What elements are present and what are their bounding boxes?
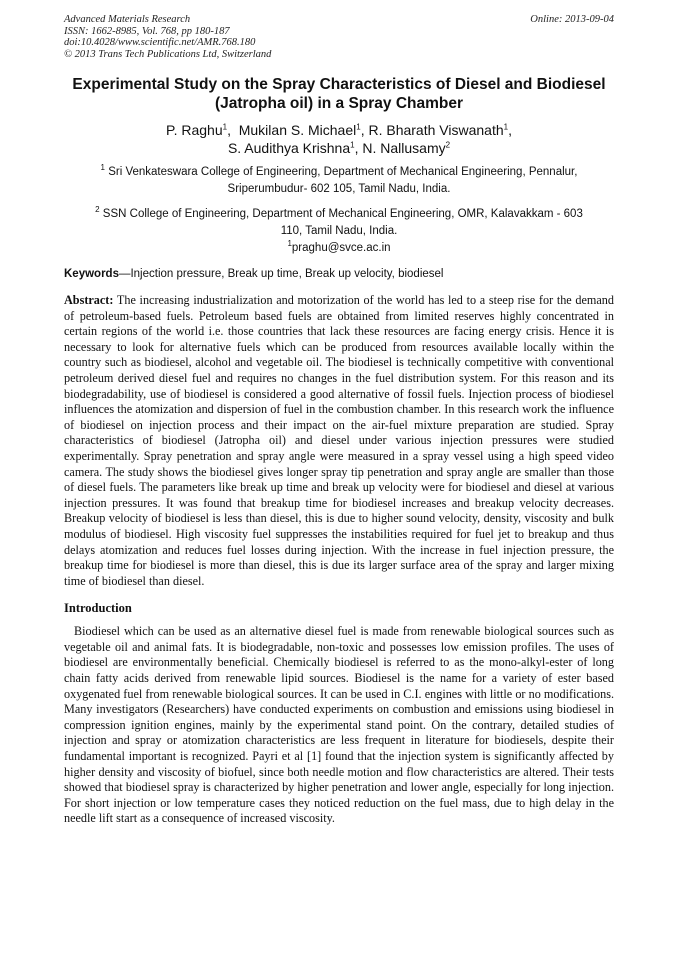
introduction-heading: Introduction: [64, 601, 132, 616]
affiliation-2-line-1: SSN College of Engineering, Department of Mechanical Engineering, OMR, Kalavakkam - 603: [102, 208, 583, 220]
copyright-line: © 2013 Trans Tech Publications Ltd, Switzerland: [64, 48, 272, 60]
affiliation-1-line-2: Sriperumbudur- 602 105, Tamil Nadu, India.: [227, 183, 451, 195]
author-list: [64, 121, 614, 157]
affiliation-2-line-2: 110, Tamil Nadu, India.: [280, 225, 398, 237]
email-mark: 1: [287, 239, 292, 249]
keywords-text: —Injection pressure, Break up time, Break up velocity, biodiesel: [118, 268, 444, 280]
keywords: [64, 267, 614, 282]
journal-header: [64, 14, 614, 60]
doi-line[interactable]: doi:10.4028/www.scientific.net/AMR.768.180: [64, 37, 256, 48]
affiliation-1: [64, 164, 614, 198]
author-5: N. Nallusamy: [362, 140, 446, 156]
affiliation-2: [64, 206, 614, 257]
author-2-affil: 1: [356, 122, 361, 132]
title-line-2: (Jatropha oil) in a Spray Chamber: [214, 95, 464, 112]
affiliation-2-mark: 2: [95, 205, 100, 215]
title-line-1: Experimental Study on the Spray Characteristics of Diesel and Biodiesel: [72, 76, 606, 93]
author-4: S. Audithya Krishna: [227, 140, 351, 156]
author-3: R. Bharath Viswanath: [368, 122, 504, 138]
corresponding-email[interactable]: praghu@svce.ac.in: [291, 242, 391, 254]
author-3-affil: 1: [503, 122, 509, 132]
author-4-affil: 1: [350, 140, 355, 150]
authors-line-2: S. Audithya Krishna$^1$, N. Nallusamy$^2$: [227, 140, 451, 156]
abstract-text: The increasing industrialization and motorization of the world has led to a steep rise for the demand of petroleum-based fuels. Petroleum based fuels are obtained from limited reserves highly concentrated in certain regions of the world i.e. those countries that lack these resources are facing energy crisis. Hence it is necessary to look for alternative fuels which can be produced from resources available locally within the country such as biodiesel, alcohol and vegetable oil. The biodiesel is technically competitive with conventional petroleum derived diesel fuel and requires no changes in the fuel distribution system. For this reason and its biodegradability, use of biodiesel is considered a good alternative of fossil fuels. Injection process of biodiesel influences the atomization and dispersion of fuel in the combustion chamber. In this research work the influence of biodiesel on injection process and their impact on the air-fuel mixture preparation are studied. Spray characteristics of biodiesel (Jatropha oil) and diesel under various injection pressures were studied experimentally. Spray penetration and spray angle were measured in a spray vessel using a high speed video camera. The study shows the biodiesel gives longer spray tip penetration and spray angle are smaller than those of diesel fuels. The parameters like break up time and break up velocity were for biodiesel and diesel at various injection pressures. It was found that breakup time for biodiesel increases and breakup velocity decreases. Breakup velocity of biodiesel is less than diesel, this is due to higher sound velocity, density, viscosity and bulk modulus of biodiesel. High viscosity fuel suppresses the instabilities required for fuel jet to breakup and thus delays atomization and reduces fuel losses during injection. With the increase in fuel injection pressure, the breakup time for biodiesel is more than diesel, this is due its larger surface area of the spray and larger mixing time of biodiesel than diesel.: [64, 293, 614, 588]
author-1-affil: 1: [222, 122, 228, 132]
abstract: [64, 293, 614, 589]
abstract-label: Abstract:: [64, 293, 114, 307]
online-date: Online: 2013-09-04: [530, 14, 614, 25]
authors-line-1: P. Raghu$^1$, Mukilan S. Michael$^1$, R. Bharath Viswanath$^1$,: [166, 122, 512, 138]
affiliation-1-line-1: Sri Venkateswara College of Engineering, Department of Mechanical Engineering, Pennalur,: [108, 166, 578, 178]
author-1: P. Raghu: [166, 122, 223, 138]
affiliation-1-mark: 1: [100, 163, 105, 173]
issn-line: ISSN: 1662-8985, Vol. 768, pp 180-187: [64, 25, 230, 37]
author-2: Mukilan S. Michael: [238, 122, 357, 138]
journal-name: Advanced Materials Research: [64, 14, 191, 25]
introduction-paragraph: Biodiesel which can be used as an alternative diesel fuel is made from renewable biological sources such as vegetable oil and animal fats. It is biodegradable, non-toxic and possesses low emission profiles. The uses of biodiesel are environmentally beneficial. Chemically biodiesel is referred to as the mono-alkyl-ester of long chain fatty acids derived from renewable lipid sources. Biodiesel is the name for a variety of ester based oxygenated fuel from renewable biological sources. It can be used in C.I. engines with little or no modifications. Many investigators (Researchers) have conducted experiments on combustion and emissions using biodiesel in compression ignition engines, mainly by the experimental stand point. On the contrary, detailed studies of injection and spray or atomization characteristics are less frequent in literature for biodiesels, despite their fundamental important is recognized. Payri et al [1] found that the injection system is significantly affected by higher density and viscosity of biofuel, since both needle motion and flow characteristics are altered. Their tests showed that biodiesel spray is characterized by higher penetration and lower angle, especially for long injection. For short injection or low temperature cases they noticed reduction on the fuel mass, due to high delay in the needle lift start as a consequence of increased viscosity.: [64, 624, 614, 826]
author-5-affil: 2: [445, 140, 451, 150]
paper-title: [64, 75, 614, 113]
keywords-label: Keywords: [64, 268, 119, 280]
